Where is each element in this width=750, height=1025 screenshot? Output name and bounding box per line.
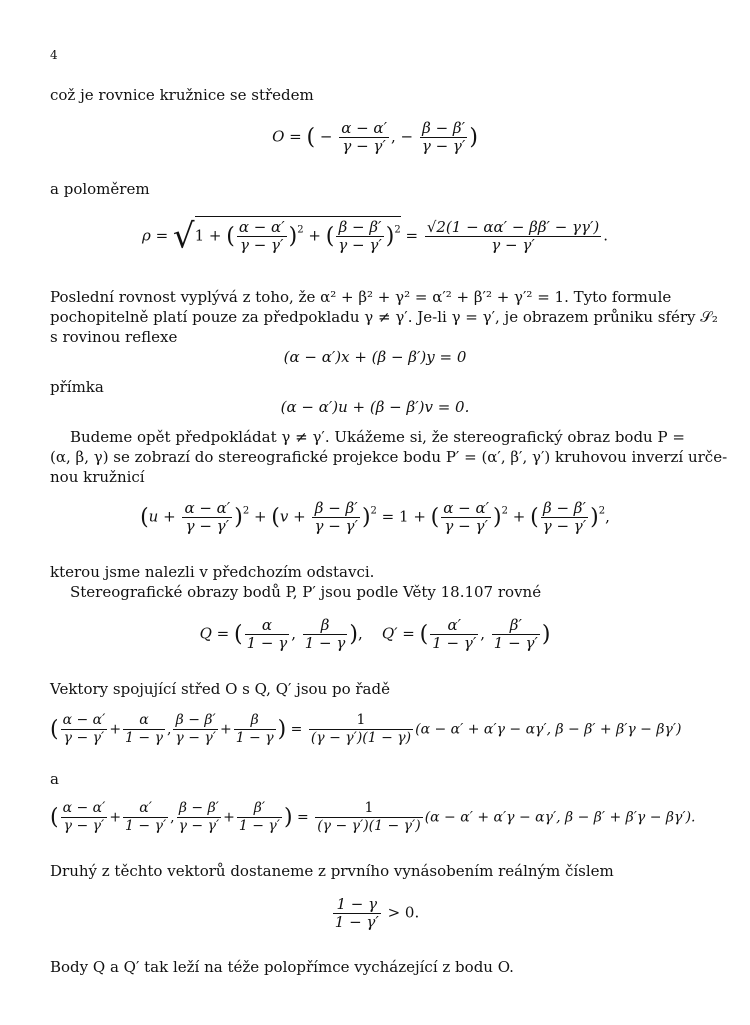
equation-q: Q = ( $\frac{\alpha}{1 - \gamma}$ , $\frac{\beta}{1 - \gamma}$ ), Q′ = ( $\frac{\alpha'}{1 - \gamma'}$ , $\frac{\beta'}{1 - \gamma'}$ ): [199, 616, 551, 652]
paragraph: což je rovnice kružnice se středem: [50, 86, 314, 104]
paragraph-line: pochopitelně platí pouze za předpokladu γ ≠ γ′. Je-li γ = γ′, je obrazem průniku sféry 𝒮₂: [50, 308, 718, 326]
paragraph-line: s rovinou reflexe: [50, 328, 178, 346]
paragraph-line: Poslední rovnost vyplývá z toho, že α² + β² + γ² = α′² + β′² + γ′² = 1. Tyto formule: [50, 288, 672, 306]
paragraph: Body Q a Q′ tak leží na téže polopřímce vycházející z bodu O.: [50, 958, 514, 976]
equation-vector-2: ( $\frac{\alpha - \alpha'}{\gamma - \gamma'}$ + $\frac{\alpha'}{1 - \gamma'}$ , $\frac{\beta - \beta'}{\gamma - \gamma'}$ + $\frac{\beta'}{1 - \gamma'}$ ) = $\frac{1}{(\gamma - \gamma')(1 - \gamma')}$ (α − α′ + α′γ − αγ′, β − β′ + β′γ − βγ′).: [50, 800, 696, 834]
paragraph: Druhý z těchto vektorů dostaneme z prvního vynásobením reálným číslem: [50, 862, 614, 880]
paragraph: a poloměrem: [50, 180, 150, 198]
equation-vector-1: ( $\frac{\alpha - \alpha'}{\gamma - \gamma'}$ + $\frac{\alpha}{1 - \gamma}$ , $\frac{\beta - \beta'}{\gamma - \gamma'}$ + $\frac{\beta}{1 - \gamma}$ ) = $\frac{1}{(\gamma - \gamma')(1 - \gamma)}$ (α − α′ + α′γ − αγ′, β − β′ + β′γ − βγ′): [50, 712, 682, 746]
equation-line: (α − α′)u + (β − β′)v = 0.: [280, 398, 470, 416]
paragraph: kterou jsme nalezli v předchozím odstavci.: [50, 563, 375, 581]
paragraph-line: (α, β, γ) se zobrazí do stereografické projekce bodu P′ = (α′, β′, γ′) kruhovou inverzí urče-: [50, 448, 728, 466]
page-number: 4: [50, 48, 58, 62]
paragraph-line: Budeme opět předpokládat γ ≠ γ′. Ukážeme si, že stereografický obraz bodu P =: [70, 428, 685, 446]
equation-scalar: $\frac{1 - \gamma}{1 - \gamma'}$ > 0.: [334, 895, 420, 931]
paragraph-line: nou kružnicí: [50, 468, 145, 486]
equation-circle: (u + $\frac{\alpha - \alpha'}{\gamma - \gamma'}$ )$^2$ + (v + $\frac{\beta - \beta'}{\gamma - \gamma'}$ )$^2$ = 1 + ( $\frac{\alpha - \alpha'}{\gamma - \gamma'}$ )$^2$ + ( $\frac{\beta - \beta'}{\gamma - \gamma'}$ )$^2$,: [140, 499, 610, 535]
paragraph: Stereografické obrazy bodů P, P′ jsou podle Věty 18.107 rovné: [70, 583, 542, 601]
equation-radius: ρ = √1 + ( $\frac{\alpha - \alpha'}{\gamma - \gamma'}$ )$^2$ + ( $\frac{\beta - \beta'}{\gamma - \gamma'}$ )$^2$ = $\frac{√2(1 - \alpha\alpha' - \beta\beta' - \gamma\gamma')}{\gamma - \gamma'}$ .: [141, 216, 609, 257]
paragraph: Vektory spojující střed O s Q, Q′ jsou po řadě: [50, 680, 390, 698]
paragraph: přímka: [50, 378, 104, 396]
paragraph: a: [50, 770, 59, 788]
equation-line: (α − α′)x + (β − β′)y = 0: [283, 348, 467, 366]
equation-center: O = ( − $\frac{\alpha - \alpha'}{\gamma - \gamma'}$ , − $\frac{\beta - \beta'}{\gamma - \gamma'}$ ): [272, 119, 478, 155]
